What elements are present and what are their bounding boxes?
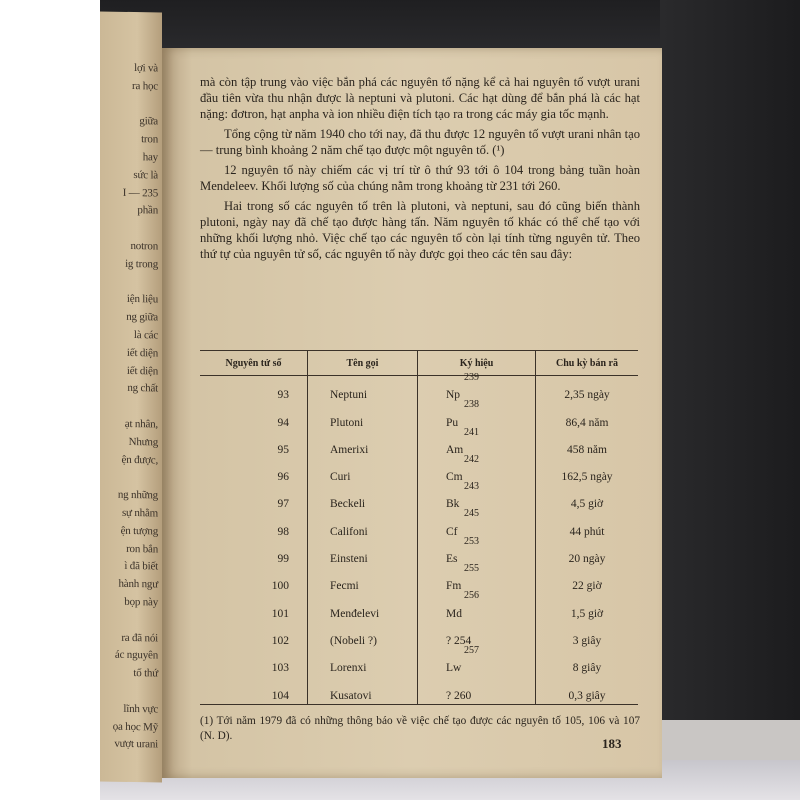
- half-life: 44 phút: [536, 512, 639, 539]
- header-name: Tên gọi: [308, 351, 418, 376]
- table-row: [200, 594, 638, 621]
- elements-table: [200, 350, 638, 705]
- half-life: 86,4 năm: [536, 403, 639, 430]
- previous-page-line: ig trong: [125, 257, 158, 271]
- atomic-number: 94: [277, 416, 289, 429]
- header-symbol: Ký hiệu: [418, 351, 536, 376]
- element-symbol: Md: [446, 607, 462, 620]
- element-symbol-cell: [418, 676, 536, 704]
- atomic-number: 96: [277, 471, 289, 484]
- atomic-number: 99: [277, 553, 289, 566]
- atomic-number: 100: [271, 580, 289, 593]
- mass-number: 241: [464, 426, 479, 438]
- previous-page-line: tố thứ: [133, 667, 158, 680]
- table-row: [200, 403, 638, 430]
- half-life: 458 năm: [536, 431, 639, 458]
- table-row: [200, 567, 638, 594]
- element-symbol: Es: [446, 553, 458, 566]
- element-name: Amerixi: [308, 431, 418, 458]
- paragraph-2: Tổng cộng từ năm 1940 cho tới nay, đã thu được 12 nguyên tố vượt urani nhân tạo — trung bình khoảng 2 năm chế tạo được một nguyên tố. (¹): [200, 127, 640, 157]
- previous-page-line: ện được,: [121, 453, 158, 467]
- mass-number: 245: [464, 508, 479, 520]
- element-symbol: Cm: [446, 471, 463, 484]
- previous-page-line: ạt nhân,: [124, 417, 158, 431]
- previous-page-line: notron: [130, 239, 158, 253]
- element-symbol: Fm: [446, 580, 462, 593]
- element-symbol: ? 254: [446, 634, 472, 647]
- previous-page-line: hay: [142, 151, 158, 164]
- paragraph-3: 12 nguyên tố này chiếm các vị trí từ ô thứ 93 tới ô 104 trong bảng tuần hoàn Mendeleev. Khối lượng số của chúng nằm trong khoảng từ 231 tới 260.: [200, 163, 640, 193]
- atomic-number: 98: [277, 525, 289, 538]
- previous-page-line: sức là: [133, 168, 158, 182]
- atomic-number: 101: [271, 607, 289, 620]
- element-name: (Nobeli ?): [308, 622, 418, 649]
- element-symbol: Lw: [446, 662, 462, 675]
- atomic-number: 103: [271, 662, 289, 675]
- element-symbol-cell: [418, 644, 536, 676]
- table-row: [200, 431, 638, 458]
- previous-page-line: lĩnh vực: [123, 702, 158, 716]
- element-name: Kusatovi: [308, 676, 418, 704]
- half-life: 162,5 ngày: [536, 458, 639, 485]
- element-symbol: Pu: [446, 416, 459, 429]
- previous-page-line: bọp này: [124, 595, 158, 609]
- mass-number: 243: [464, 481, 479, 493]
- page-number: 183: [602, 736, 622, 751]
- previous-page-line: ra học: [132, 79, 158, 93]
- body-text: [200, 74, 640, 266]
- background-dark-right: [660, 0, 800, 720]
- mass-number: 257: [464, 644, 479, 656]
- previous-page-line: ng chất: [127, 382, 158, 395]
- book-page: [162, 48, 662, 778]
- table-header-row: [200, 351, 638, 376]
- element-name: Plutoni: [308, 403, 418, 430]
- element-name: Einsteni: [308, 540, 418, 567]
- paragraph-4: Hai trong số các nguyên tố trên là plutoni, và neptuni, sau đó cũng biến thành plutoni, ngày nay đã chế tạo được hàng tấn. Năm nguyên tố khác có thể chế tạo với những khối lượng nhỏ. Việc chế tạo các nguyên tố còn lại tính từng nguyên tử. Theo thứ tự của nguyên tử số, các nguyên tố này được gọi theo các tên sau đây:: [200, 199, 640, 261]
- previous-page-line: lợi và: [134, 62, 158, 75]
- paragraph-1: mà còn tập trung vào việc bắn phá các nguyên tố nặng kể cả hai nguyên tố vượt urani đầu tiên vừa thu nhận được là neptuni và plutoni. Các hạt dùng để bắn phá là các hạt nặng: đơtron, hạt anpha và ion nhiều điện tích tạo ra trong các máy gia tốc mạnh.: [200, 75, 640, 121]
- element-name: Califoni: [308, 512, 418, 539]
- element-symbol: Am: [446, 443, 464, 456]
- mass-number: 239: [464, 372, 479, 383]
- atomic-number: 104: [200, 676, 308, 704]
- mass-number: 256: [464, 590, 479, 602]
- previous-page-line: phần: [137, 204, 158, 217]
- previous-page-line: I — 235: [122, 186, 158, 200]
- table-row: [200, 458, 638, 485]
- header-atomic-number: Nguyên tử số: [200, 351, 308, 376]
- atomic-number: 93: [277, 389, 289, 402]
- previous-page-line: iết diện: [126, 364, 158, 378]
- element-symbol: Cf: [446, 525, 458, 538]
- element-symbol: ? 260: [446, 689, 472, 702]
- header-half-life: Chu kỳ bán rã: [536, 351, 639, 376]
- previous-page-line: tron: [141, 133, 158, 146]
- atomic-number: 97: [277, 498, 289, 511]
- half-life: 3 giây: [536, 622, 639, 649]
- table-row: [200, 512, 638, 539]
- previous-page-line: sự nhằm: [121, 506, 158, 520]
- half-life: 1,5 giờ: [536, 594, 639, 621]
- element-name: Lorenxi: [308, 649, 418, 676]
- background-left: [0, 0, 100, 800]
- half-life: 8 giây: [536, 649, 639, 676]
- element-symbol: Bk: [446, 498, 460, 511]
- mass-number: 255: [464, 563, 479, 575]
- previous-page-line: ì đã biết: [124, 560, 158, 573]
- element-name: Curi: [308, 458, 418, 485]
- table-row: [200, 376, 638, 404]
- previous-page-line: ọa học Mỹ: [112, 720, 158, 734]
- previous-page-line: ng giữa: [126, 311, 158, 324]
- table-row: [200, 676, 638, 704]
- element-symbol: Np: [446, 389, 461, 402]
- half-life: 22 giờ: [536, 567, 639, 594]
- table-row: [200, 540, 638, 567]
- previous-page-line: hành ngư: [118, 577, 158, 591]
- mass-number: 238: [464, 399, 479, 411]
- atomic-number: 102: [271, 634, 289, 647]
- previous-page-line: là các: [133, 329, 158, 342]
- mass-number: 253: [464, 535, 479, 547]
- previous-page-line: ng những: [117, 488, 158, 502]
- half-life: 4,5 giờ: [536, 485, 639, 512]
- previous-page-line: ác nguyên: [114, 649, 158, 662]
- half-life: 20 ngày: [536, 540, 639, 567]
- element-name: Fecmi: [308, 567, 418, 594]
- previous-page-line: giữa: [139, 115, 158, 128]
- footnote: (1) Tới năm 1979 đã có những thông báo về việc chế tạo được các nguyên tố 105, 106 và 107 (N. D).: [200, 715, 640, 742]
- table-row: [200, 622, 638, 649]
- half-life: 0,3 giây: [536, 676, 639, 704]
- previous-page-line: ra đã nói: [121, 631, 158, 645]
- element-name: Neptuni: [308, 376, 418, 404]
- previous-page-line: ện tượng: [120, 524, 158, 538]
- previous-page-line: iết diện: [126, 346, 158, 360]
- mass-number: 242: [464, 453, 479, 465]
- previous-page-line: ron bắn: [126, 542, 158, 556]
- previous-page-edge: [100, 11, 162, 782]
- element-symbol-cell: [418, 590, 536, 621]
- atomic-number: 95: [277, 443, 289, 456]
- previous-page-line: Nhưng: [128, 435, 158, 449]
- half-life: 2,35 ngày: [536, 376, 639, 404]
- element-name: Beckeli: [308, 485, 418, 512]
- table-row: [200, 649, 638, 676]
- previous-page-line: vượt urani: [114, 738, 158, 751]
- element-name: Menđelevi: [308, 594, 418, 621]
- table-row: [200, 485, 638, 512]
- previous-page-line: iện liệu: [126, 293, 158, 306]
